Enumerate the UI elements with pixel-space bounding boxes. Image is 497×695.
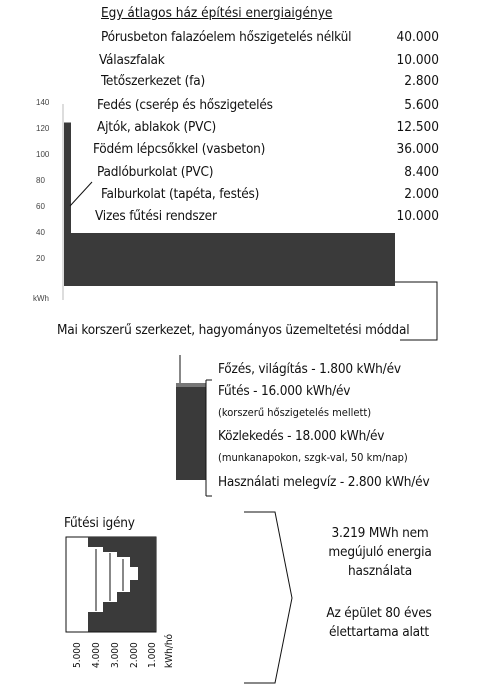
operation-bar <box>176 383 206 480</box>
operation-line-4: Közlekedés - 18.000 kWh/év <box>218 428 385 444</box>
chart-caption: Mai korszerű szerkezet, hagyományos üzemeltetési móddal <box>57 322 410 338</box>
summary-text-1: 3.219 MWh nem megújuló energia használata <box>328 525 432 579</box>
category-value: 10.000 <box>396 208 439 224</box>
operation-line-5: (munkanapokon, szgk-val, 50 km/nap) <box>218 451 408 464</box>
operation-line-2: Fűtés - 16.000 kWh/év <box>218 383 351 399</box>
y-tick-label: 140 <box>36 98 50 107</box>
chart-title: Egy átlagos ház építési energiaigénye <box>101 5 333 21</box>
y-tick-label: 80 <box>36 176 45 185</box>
heating-x-tick: 4.000 <box>91 642 102 668</box>
category-label: Padlóburkolat (PVC) <box>97 164 214 180</box>
category-label: Falburkolat (tapéta, festés) <box>101 186 260 202</box>
category-value: 2.800 <box>404 73 439 89</box>
y-tick-label: 20 <box>36 254 45 263</box>
category-value: 40.000 <box>396 29 439 45</box>
wide-bar <box>64 233 395 286</box>
heating-x-tick: 5.000 <box>72 642 83 668</box>
category-value: 36.000 <box>396 141 439 157</box>
y-tick-label: 120 <box>36 124 50 133</box>
operation-line-1: Főzés, világítás - 1.800 kWh/év <box>218 361 401 377</box>
operation-line-6: Használati melegvíz - 2.800 kWh/év <box>218 474 430 490</box>
summary-text-2: Az épület 80 éves élettartama alatt <box>326 605 432 640</box>
operation-line-3: (korszerű hőszigetelés mellett) <box>218 406 372 419</box>
category-label: Födém lépcsőkkel (vasbeton) <box>93 141 266 157</box>
category-label: Pórusbeton falazóelem hőszigetelés nélkül <box>101 29 352 45</box>
heating-title: Fűtési igény <box>64 515 135 531</box>
y-axis-unit: kWh <box>33 294 49 303</box>
y-tick-label: 60 <box>36 202 45 211</box>
heating-chart <box>66 537 156 632</box>
category-value: 12.500 <box>396 119 439 135</box>
heating-x-tick: 1.000 <box>147 642 158 668</box>
category-value: 10.000 <box>396 52 439 68</box>
operation-bar-top <box>176 383 206 387</box>
category-label: Fedés (cserép és hőszigetelés <box>97 97 273 113</box>
heating-x-tick: kWh/hó <box>164 633 175 668</box>
summary-arrow <box>244 512 292 683</box>
label-connector <box>70 182 92 206</box>
category-label: Ajtók, ablakok (PVC) <box>97 119 217 135</box>
category-value: 8.400 <box>404 164 439 180</box>
category-label: Vizes fűtési rendszer <box>95 208 217 224</box>
category-label: Tetőszerkezet (fa) <box>101 73 206 89</box>
heating-x-tick: 2.000 <box>129 642 140 668</box>
category-label: Válaszfalak <box>99 52 165 68</box>
heating-x-tick: 3.000 <box>110 642 121 668</box>
y-tick-label: 40 <box>36 228 45 237</box>
y-tick-label: 100 <box>36 150 50 159</box>
category-value: 5.600 <box>404 97 439 113</box>
category-value: 2.000 <box>404 186 439 202</box>
